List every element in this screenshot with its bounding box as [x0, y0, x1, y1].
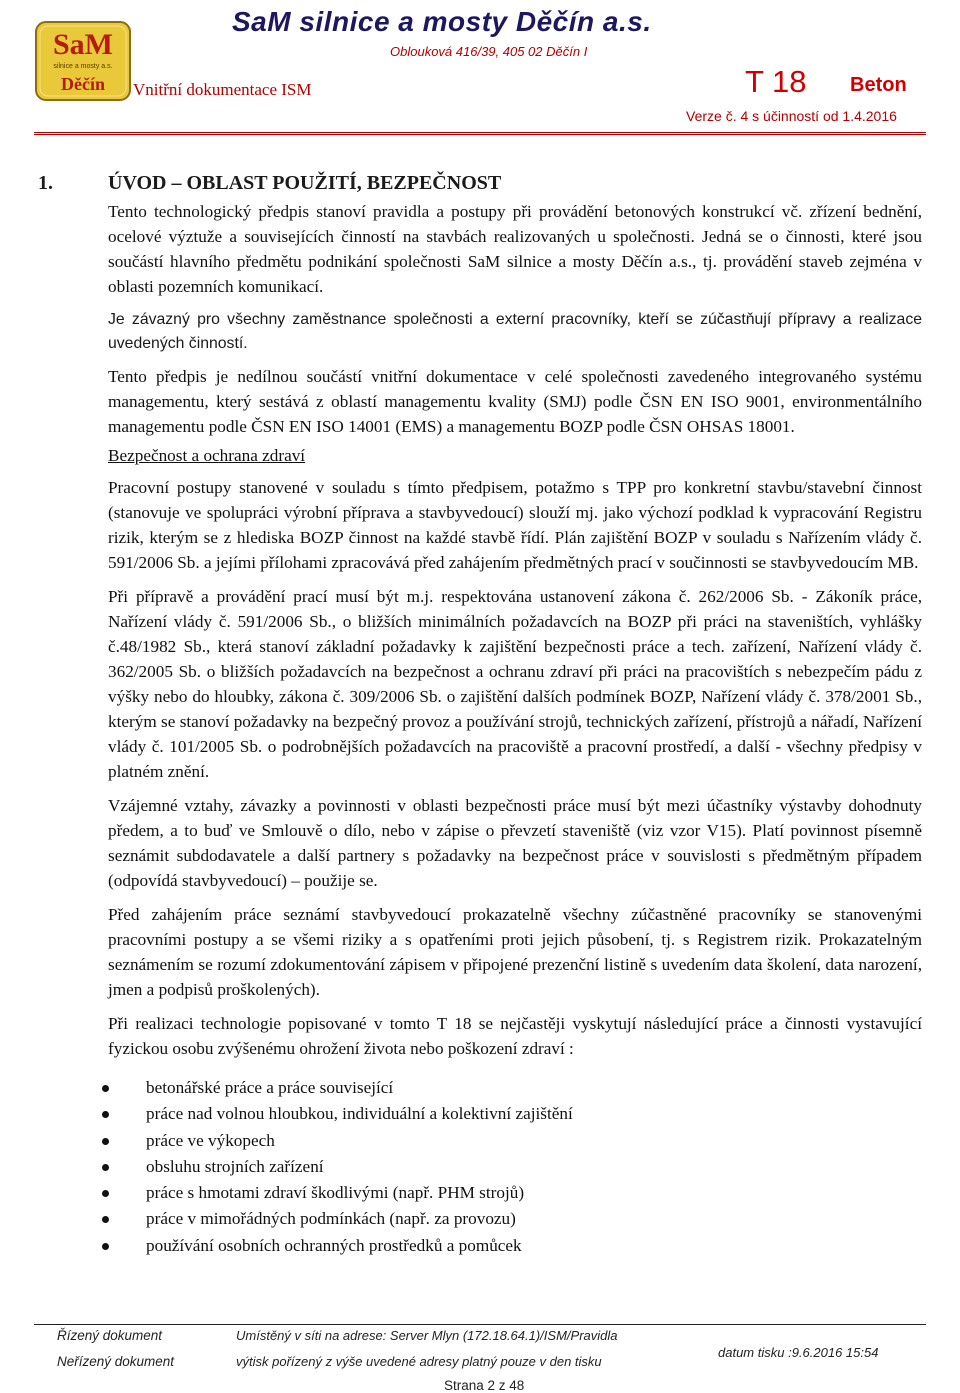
safety-paragraph: Před zahájením práce seznámí stavbyvedoucí prokazatelně všechny zúčastněné pracovníky se stanovenými pracovními postupy a se všemi riziky a s opatřeními proti jejich působení, tj. s Registrem rizik. Prokazatelným seznámením se rozumí zdokumentování zápisem v připojené prezenční listině s uvedením data školení, data narození, jmen a podpisů proškolených). — [108, 905, 922, 999]
list-item-text: práce nad volnou hloubkou, individuální a kolektivní zajištění — [146, 1104, 573, 1124]
list-item — [108, 1075, 922, 1101]
list-item — [108, 1206, 922, 1232]
list-item-text: práce v mimořádných podmínkách (např. za provozu) — [146, 1209, 516, 1229]
section-number: 1. — [38, 172, 53, 194]
document-code: T 18 — [745, 64, 807, 99]
bullet-icon — [102, 1216, 109, 1223]
safety-paragraph: Pracovní postupy stanovené v souladu s tímto předpisem, potažmo s TPP pro konkretní stavbu/stavební činnost (stanovuje ve spolupráci výrobní příprava a stavbyvedoucí) slouží mj. jako výchozí podklad k vypracování Registru rizik, kterým se z hlediska BOZP činnost na každé stavbě řídí. Plán zajištění BOZP v souladu s Nařízením vlády č. 591/2006 Sb. a jejími přílohami zpracovává před zahájením předmětných prací v součinnosti se stavbyvedoucím MB. — [108, 478, 922, 572]
print-validity-note: výtisk pořízený z výše uvedené adresy platný pouze v den tisku — [236, 1354, 602, 1369]
company-address: Oblouková 416/39, 405 02 Děčín I — [390, 44, 588, 59]
footer-divider — [34, 1324, 926, 1325]
list-item — [108, 1128, 922, 1154]
bullet-icon — [102, 1190, 109, 1197]
controlled-label: Řízený dokument — [57, 1328, 163, 1343]
list-item — [108, 1180, 922, 1206]
bullet-icon — [102, 1085, 109, 1092]
storage-location: Umístěný v síti na adrese: Server Mlyn (172.18.64.1)/ISM/Pravidla — [236, 1328, 618, 1343]
document-body — [38, 172, 926, 1259]
document-type: Vnitřní dokumentace ISM — [133, 80, 312, 99]
list-item — [108, 1101, 922, 1127]
document-name: Beton — [850, 74, 907, 96]
company-logo — [34, 20, 132, 102]
ims-paragraph: Tento předpis je nedílnou součástí vnitřní dokumentace v celé společnosti zavedeného integrovaného systému managementu, který sestává z oblastí managementu kvality (SMJ) podle ČSN EN ISO 9001, environmentálního managementu podle ČSN EN ISO 14001 (EMS) a managementu BOZP podle ČSN OHSAS 18001. — [108, 367, 922, 436]
document-version: Verze č. 4 s účinností od 1.4.2016 — [686, 108, 897, 124]
page-number: Strana 2 z 48 — [444, 1378, 525, 1393]
section-heading — [38, 172, 926, 195]
list-item — [108, 1233, 922, 1259]
safety-paragraph: Při realizaci technologie popisované v tomto T 18 se nejčastěji vyskytují následující práce a činnosti vystavující fyzickou osobu zvýšenému ohrožení života nebo poškození zdraví : — [108, 1014, 922, 1058]
section-content — [108, 199, 922, 1259]
uncontrolled-label: Neřízený dokument — [57, 1354, 175, 1369]
list-item-text: používání osobních ochranných prostředků a pomůcek — [146, 1235, 522, 1255]
safety-paragraph: Vzájemné vztahy, závazky a povinnosti v oblasti bezpečnosti práce musí být mezi účastníky výstavby dohodnuty předem, a to buď ve Smlouvě o dílo, nebo v zápise o převzetí staveniště (viz vzor V15). Platí povinnost písemně seznámit subdodavatele a další partnery s požadavky na bezpečnost práce v souvislosti s předmětným případem (odpovídá stavbyvedoucí) – použije se. — [108, 796, 922, 890]
section-title: ÚVOD – OBLAST POUŽITÍ, BEZPEČNOST — [108, 172, 502, 194]
logo-text-bottom: Děčín — [61, 74, 105, 94]
bullet-icon — [102, 1243, 109, 1250]
risk-activities-list — [108, 1075, 922, 1259]
safety-paragraph: Při přípravě a provádění prací musí být m.j. respektována ustanovení zákona č. 262/2006 Sb. - Zákoník práce, Nařízení vlády č. 591/2006 Sb., o bližších minimálních požadavcích na BOZP při práci na staveništích, vyhlášky č.48/1982 Sb., která stanoví základní požadavky k zajištění bezpečnosti práce a tech. zařízení, Nařízení vlády č. 362/2005 Sb. o bližších požadavcích na bezpečnost a ochranu zdraví při práci na pracovištích s nebezpečím pádu z výšky nebo do hloubky, zákona č. 309/2006 Sb. o zajištění dalších podmínek BOZP, Nařízení vlády č. 378/2001 Sb., kterým se stanoví požadavky na bezpečný provoz a používání strojů, technických zařízení, přístrojů a nářadí, Nařízení vlády č. 101/2005 Sb. o podrobnějších požadavcích na pracoviště a pracovní prostředí, a další - všechny předpisy v platném znění. — [108, 587, 922, 781]
logo-text-sub: silnice a mosty a.s. — [53, 63, 113, 70]
bullet-icon — [102, 1164, 109, 1171]
list-item-text: betonářské práce a práce související — [146, 1078, 394, 1097]
print-date: datum tisku :9.6.2016 15:54 — [718, 1345, 879, 1360]
company-name: SaM silnice a mosty Děčín a.s. — [232, 6, 652, 37]
scope-paragraph: Je závazný pro všechny zaměstnance společnosti a externí pracovníky, kteří se zúčastňují přípravy a realizace uvedených činností. — [108, 311, 922, 352]
intro-paragraph: Tento technologický předpis stanoví pravidla a postupy při provádění betonových konstrukcí vč. zřízení bednění, ocelové výztuže a souvisejících činností na stavbách realizovaných u společnosti. Jedná se o činnosti, které jsou součástí hlavního předmětu podnikání společnosti SaM silnice a mosty Děčín a.s., tj. provádění staveb zejména v oblasti pozemních komunikací. — [108, 202, 922, 296]
list-item-text: obsluhu strojních zařízení — [146, 1156, 324, 1176]
header-divider — [34, 132, 926, 135]
logo-text-top: SaM — [53, 28, 113, 61]
list-item-text: práce ve výkopech — [146, 1130, 275, 1150]
list-item-text: práce s hmotami zdraví škodlivými (např. PHM strojů) — [146, 1183, 525, 1203]
bullet-icon — [102, 1111, 109, 1118]
bullet-icon — [102, 1138, 109, 1145]
safety-heading: Bezpečnost a ochrana zdraví — [108, 446, 306, 465]
list-item — [108, 1154, 922, 1180]
